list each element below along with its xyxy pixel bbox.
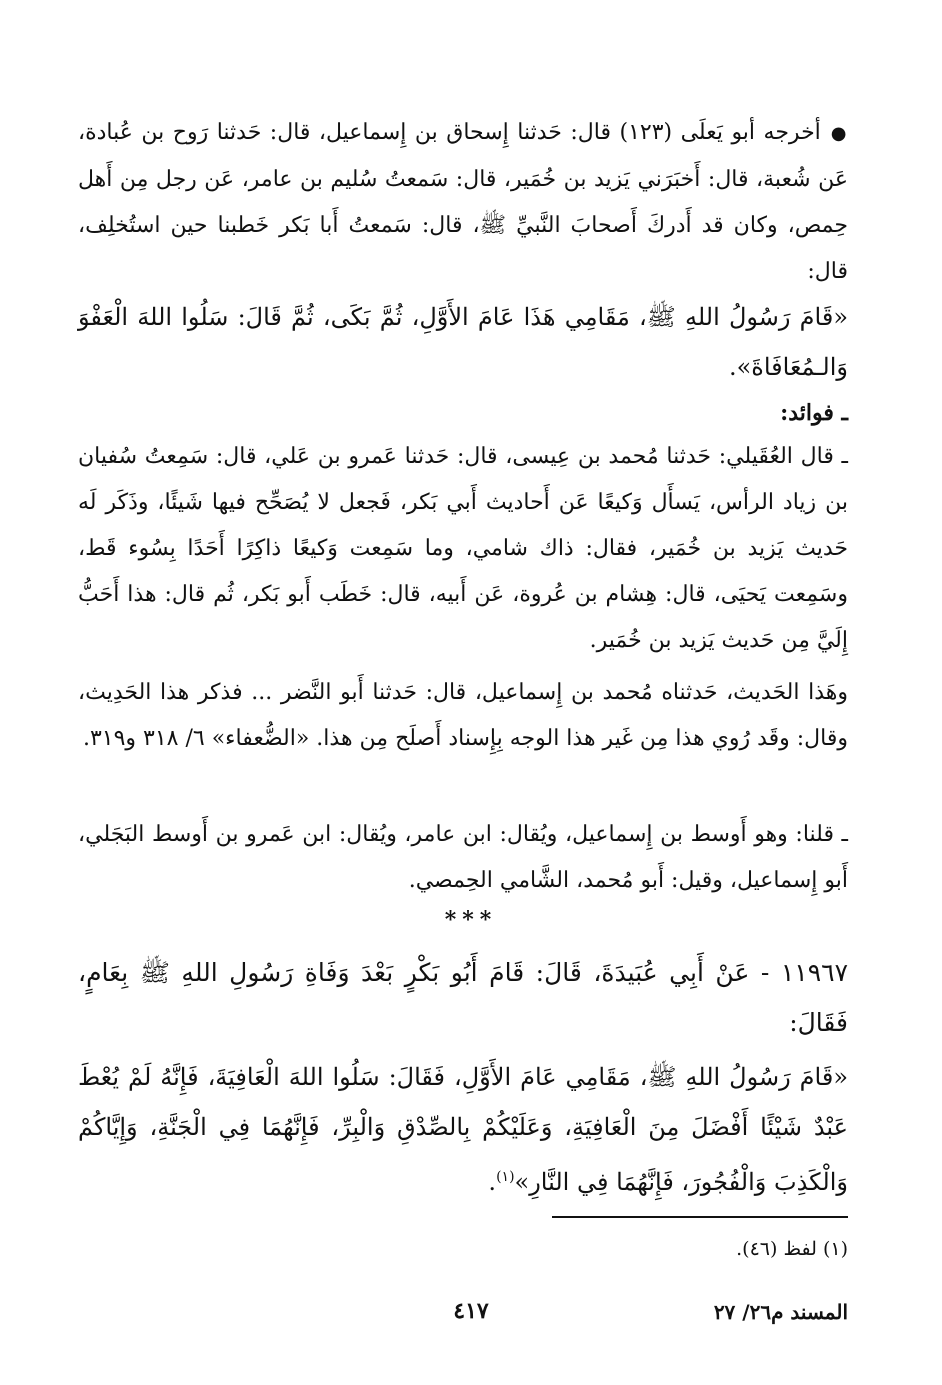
paragraph-hadith-source: وهَذا الحَديث، حَدثناه مُحمد بن إِسماعيل، قال: حَدثنا أَبو النَّضر ... فذكر هذا الحَدِيث، وقال: وقَد رُوي هذا مِن غَير هذا الوجه بِإِسناد أَصلَح مِن هذا. «الضُّعفاء» ٦/ ٣١٨ و٣١٩. (78, 680, 848, 751)
paragraph-uqayli: ـ قال العُقَيلي: حَدثنا مُحمد بن عِيسى، قال: حَدثنا عَمرو بن عَلي، قال: سَمِعتُ سُفيان بن زياد الرأس، يَسأَل وَكيعًا عَن أَحاديث أَبي بَكر، فَجعل لا يُصَحِّح فيها شَيئًا، وذَكَر لَه حَديث يَزيد بن خُمَير، فقال: ذاك شامي، وما سَمِعت وَكيعًا ذاكِرًا أَحَدًا بِسُوء قَط، وسَمِعت يَحيَى، قال: هِشام بن عُروة، عَن أَبيه، قال: خَطَب أَبو بَكر، ثُم قال: هذا أَحَبُّ إِلَيَّ مِن حَديث يَزيد بن خُمَير. (78, 444, 848, 653)
quote-second-end: . (488, 1168, 497, 1196)
quote-second-text: «قَامَ رَسُولُ اللهِ ﷺ، مَقَامِي عَامَ الأَوَّلِ، فَقَالَ: سَلُوا اللهَ الْعَافِيَةَ، فَإِنَّهُ لَمْ يُعْطَ عَبْدٌ شَيْئًا أَفْضَلَ مِنَ الْعَافِيَةِ، وَعَلَيْكُمْ بِالصِّدْقِ وَالْبِرِّ، فَإِنَّهُمَا فِي الْجَنَّةِ، وَإِيَّاكُمْ وَالْكَذِبَ وَالْفُجُورَ، فَإِنَّهُمَا فِي النَّارِ» (78, 1063, 849, 1196)
hadith-1967: ١١٩٦٧ - عَنْ أَبِي عُبَيدَةَ، قَالَ: قَامَ أَبُو بَكْرٍ بَعْدَ وَفَاةِ رَسُولِ اللهِ ﷺ بِعَامٍ، فَقَالَ: (78, 958, 848, 1037)
bullet-icon: ● (830, 123, 848, 144)
fawaid-heading: ـ فوائد: (780, 400, 848, 426)
quote-second (78, 1052, 848, 1207)
signature-mark: المسند م٢٦/ ٢٧ (713, 1300, 848, 1324)
page-number: ٤١٧ (453, 1298, 489, 1324)
section-separator: *** (444, 907, 498, 933)
footnote-reference: (١) (496, 1169, 515, 1185)
intro-text: أخرجه أبو يَعلَى (١٢٣) قال: حَدثنا إِسحاق بن إِسماعيل، قال: حَدثنا رَوح بن عُبادة، عَن شُعبة، قال: أَخبَرَني يَزيد بن خُمَير، قال: سَمعتُ سُليم بن عامر، عَن رجل مِن أَهل حِمص، وكان قد أَدركَ أَصحابَ النَّبيِّ ﷺ، قال: سَمعتُ أَبا بَكر خَطبنا حين استُخلِف، قال: (78, 120, 848, 284)
footnote-divider (552, 1216, 848, 1218)
paragraph-qulna: ـ قلنا: وهو أَوسط بن إِسماعيل، ويُقال: ابن عامر، ويُقال: ابن عَمرو بن أَوسط البَجَلي، أَبو إِسماعيل، وقيل: أَبو مُحمد، الشَّامي الحِمصي. (78, 822, 848, 893)
quote-first: «قَامَ رَسُولُ اللهِ ﷺ، مَقَامِي هَذَا عَامَ الأَوَّلِ، ثُمَّ بَكَى، ثُمَّ قَالَ: سَلُوا اللهَ الْعَفْوَ وَالـمُعَافَاةَ». (78, 303, 848, 381)
intro-paragraph (78, 110, 848, 295)
footnote: (١) لفظ (٤٦). (736, 1238, 848, 1260)
